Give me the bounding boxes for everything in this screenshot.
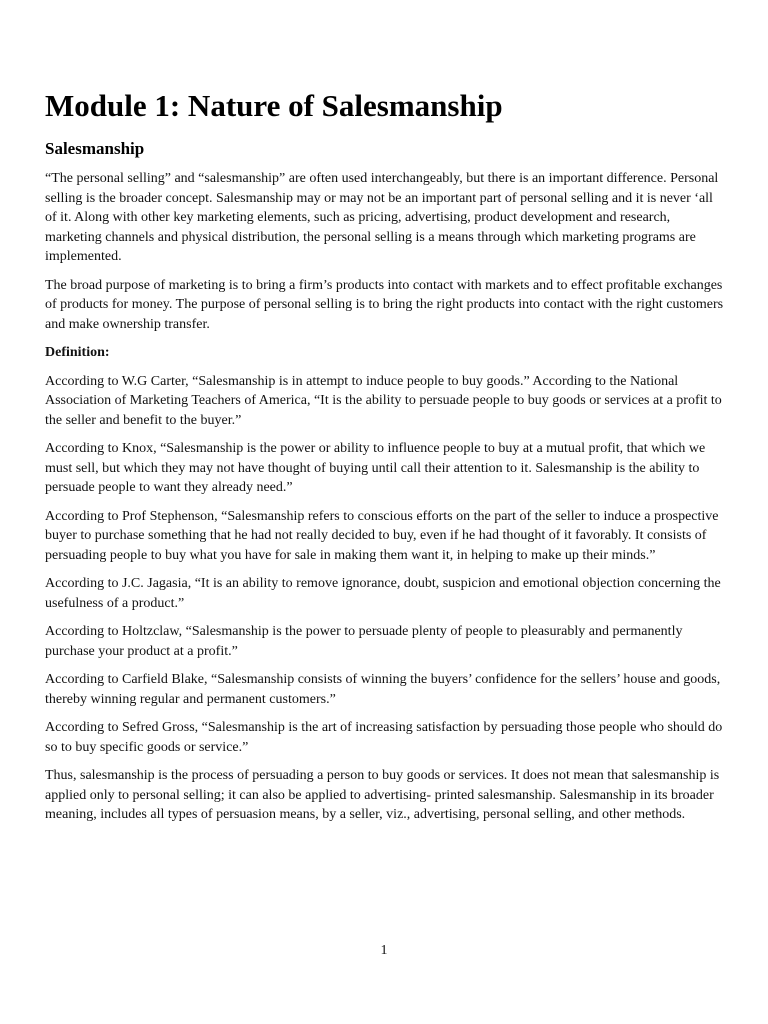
intro-paragraph: “The personal selling” and “salesmanship” are often used interchangeably, but there is an important difference. Personal selling is the broader concept. Salesmanship may or may not be an important part of personal selling and it is never ‘all of it. Along with other key marketing elements, such as pricing, advertising, product development and research, marketing channels and physical distribution, the personal selling is a means through which marketing programs are implemented. [45, 171, 719, 264]
definition-paragraph: According to W.G Carter, “Salesmanship is in attempt to induce people to buy goods.” According to the National Association of Marketing Teachers of America, “It is the ability to persuade people to buy goods or services at a profit to the seller and benefit to the buyer.” [45, 373, 722, 428]
definition-paragraph: According to J.C. Jagasia, “It is an ability to remove ignorance, doubt, suspicion and emotional objection concerning the usefulness of a product.” [45, 576, 721, 611]
definition-paragraph: According to Prof Stephenson, “Salesmanship refers to conscious efforts on the part of the seller to induce a prospective buyer to purchase something that he had not really decided to buy, even if he had thought of it favorably. It consists of persuading people to buy what you have for sale in making them want it, in helping to make up their minds.” [45, 508, 719, 563]
page-title: Module 1: Nature of Salesmanship [45, 88, 503, 123]
definition-paragraph: According to Holtzclaw, “Salesmanship is the power to persuade plenty of people to pleasurably and permanently purchase your product at a profit.” [45, 624, 683, 659]
section-heading: Salesmanship [45, 139, 145, 158]
definition-paragraph: According to Knox, “Salesmanship is the power or ability to influence people to buy at a mutual profit, that which we must sell, but which they may not have thought of buying until call their attention to it. Salesmanship is the ability to persuade people to want they already need.” [45, 441, 706, 495]
definition-label: Definition: [45, 345, 110, 360]
conclusion-paragraph: Thus, salesmanship is the process of persuading a person to buy goods or services. It does not mean that salesmanship is applied only to personal selling; it can also be applied to advertising- printed salesmanship. Salesmanship in its broader meaning, includes all types of persuasion means, by a seller, viz., advertising, personal selling, and other methods. [45, 768, 720, 822]
document-page [45, 86, 725, 834]
definition-paragraph: According to Sefred Gross, “Salesmanship is the art of increasing satisfaction by persuading those people who should do so to buy specific goods or service.” [45, 720, 723, 755]
page-number: 1 [380, 943, 388, 958]
intro-paragraph: The broad purpose of marketing is to bring a firm’s products into contact with markets and to effect profitable exchanges of products for money. The purpose of personal selling is to bring the right products into contact with the right customers and make ownership transfer. [45, 277, 724, 332]
definition-paragraph: According to Carfield Blake, “Salesmanship consists of winning the buyers’ confidence for the sellers’ house and goods, thereby winning regular and permanent customers.” [45, 672, 721, 707]
